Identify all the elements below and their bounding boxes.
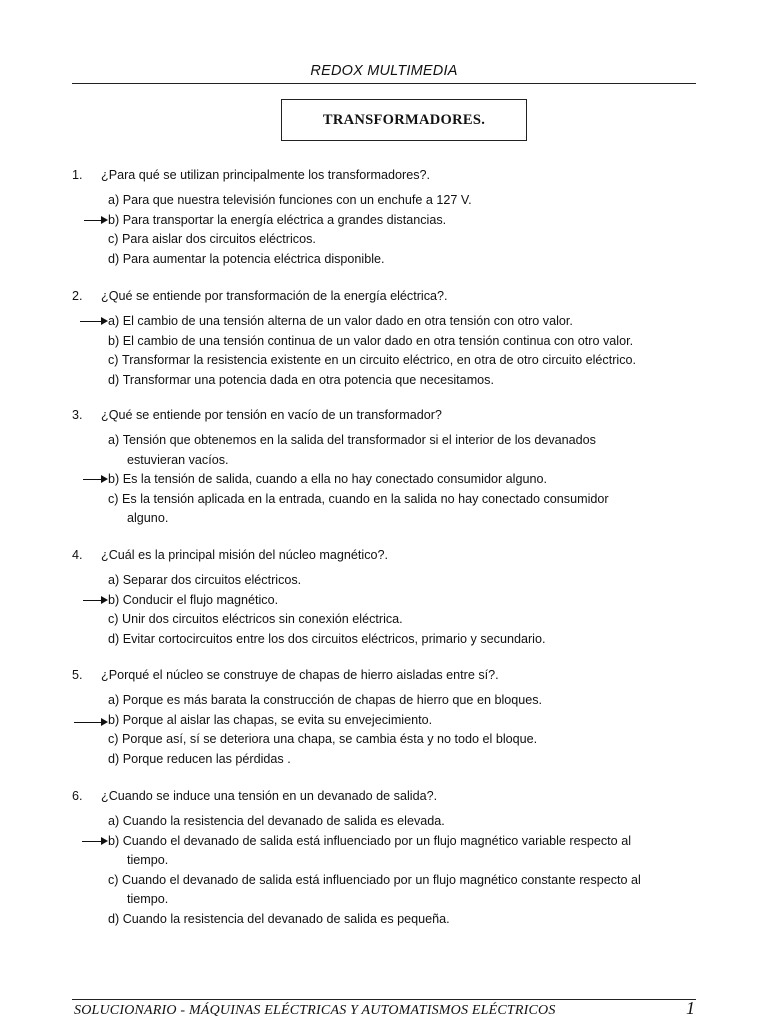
option-c [108,871,696,910]
option-letter: d) [108,372,120,387]
option-text-continued: alguno. [127,511,169,525]
option-text: Tensión que obtenemos en la salida del transformador si el interior de los devanados [122,433,596,447]
option-d [108,910,696,930]
option-text: Porque es más barata la construcción de chapas de hierro que en bloques. [122,693,543,707]
option-text: Para aumentar la potencia eléctrica disponible. [122,251,385,266]
option-letter: b) [108,472,120,486]
option-letter: b) [108,212,120,227]
question-number: 5. [72,668,83,682]
option-letter: c) [108,612,119,626]
option-letter: a) [108,314,120,328]
option-a [108,691,696,711]
option-letter: b) [108,592,120,607]
option-text: Cuando la resistencia del devanado de salida es elevada. [122,814,445,828]
document-title-box [281,99,527,141]
option-c [108,230,696,250]
option-b [108,211,696,231]
document-title: TRANSFORMADORES. [322,111,486,128]
option-text: Conducir el flujo magnético. [122,592,279,607]
option-letter: a) [108,693,120,707]
option-letter: a) [108,573,120,587]
answer-arrow-icon [74,722,106,723]
option-text: Transformar la resistencia existente en un circuito eléctrico, en otra de otro circuito eléctrico. [122,353,637,367]
option-c [108,490,696,529]
option-c [108,730,696,750]
question-text: ¿Qué se entiende por transformación de la energía eléctrica?. [101,289,448,303]
option-b [108,591,696,611]
options-list [108,191,696,269]
option-b [108,711,696,731]
option-text: Unir dos circuitos eléctricos sin conexión eléctrica. [122,612,403,626]
options-list [108,312,696,390]
option-letter: a) [108,433,120,447]
option-c [108,610,696,630]
option-text: Para que nuestra televisión funciones con un enchufe a 127 V. [122,193,472,207]
option-text-continued: tiempo. [127,853,169,867]
option-letter: d) [108,631,120,646]
option-text: Evitar cortocircuitos entre los dos circuitos eléctricos, primario y secundario. [122,631,546,646]
footer-rule [72,999,696,1000]
option-text: Es la tensión de salida, cuando a ella no hay conectado consumidor alguno. [122,472,547,486]
option-letter: d) [108,911,120,926]
option-letter: c) [108,732,119,746]
option-text: Porque reducen las pérdidas . [122,751,291,766]
option-a [108,191,696,211]
question-text: ¿Qué se entiende por tensión en vacío de un transformador? [101,408,442,422]
options-list [108,431,696,529]
footer-title: SOLUCIONARIO - MÁQUINAS ELÉCTRICAS Y AUTOMATISMOS ELÉCTRICOS [74,1003,556,1018]
options-list [108,691,696,769]
question-number: 6. [72,789,83,803]
option-text-continued: tiempo. [127,892,169,906]
option-letter: b) [108,833,120,848]
option-a [108,312,696,332]
option-letter: c) [108,872,119,887]
option-letter: b) [108,712,120,727]
option-letter: d) [108,251,120,266]
option-text: Porque al aislar las chapas, se evita su envejecimiento. [122,712,433,727]
option-text: Para aislar dos circuitos eléctricos. [122,232,316,246]
option-letter: c) [108,232,119,246]
question-number: 3. [72,408,83,422]
option-text: El cambio de una tensión alterna de un valor dado en otra tensión con otro valor. [122,314,573,328]
header-rule [72,83,696,84]
answer-arrow-icon [83,479,106,480]
question-text: ¿Para qué se utilizan principalmente los transformadores?. [101,168,430,182]
option-letter: c) [108,353,119,367]
option-text: Separar dos circuitos eléctricos. [122,573,302,587]
option-text: Para transportar la energía eléctrica a grandes distancias. [122,212,447,227]
option-text: Cuando el devanado de salida está influenciado por un flujo magnético constante respecto al [122,872,641,887]
question-number: 2. [72,289,83,303]
answer-arrow-icon [80,321,106,322]
answer-arrow-icon [82,841,106,842]
option-letter: a) [108,814,120,828]
options-list [108,812,696,929]
option-letter: a) [108,193,120,207]
option-b [108,470,696,490]
question-number: 1. [72,168,83,182]
option-d [108,630,696,650]
options-list [108,571,696,649]
option-c [108,351,696,371]
option-a [108,812,696,832]
page-number: 1 [686,998,695,1018]
header-title: REDOX MULTIMEDIA [310,63,458,79]
option-text-continued: estuvieran vacíos. [127,452,229,467]
option-d [108,250,696,270]
option-b [108,332,696,352]
option-b [108,832,696,871]
option-a [108,431,696,470]
option-letter: d) [108,751,120,766]
option-text: Es la tensión aplicada en la entrada, cuando en la salida no hay conectado consumidor [122,491,609,506]
option-d [108,750,696,770]
answer-arrow-icon [83,600,106,601]
question-text: ¿Cuando se induce una tensión en un devanado de salida?. [101,789,438,803]
option-text: Cuando el devanado de salida está influenciado por un flujo magnético variable respecto al [122,833,631,848]
question-text: ¿Porqué el núcleo se construye de chapas de hierro aisladas entre sí?. [101,668,499,682]
option-letter: b) [108,333,120,348]
option-text: El cambio de una tensión continua de un valor dado en otra tensión continua con otro valor. [122,333,634,348]
option-letter: c) [108,491,119,506]
option-a [108,571,696,591]
option-text: Transformar una potencia dada en otra potencia que necesitamos. [122,372,494,387]
option-text: Cuando la resistencia del devanado de salida es pequeña. [122,911,450,926]
question-number: 4. [72,548,83,562]
option-text: Porque así, sí se deteriora una chapa, se cambia ésta y no todo el bloque. [122,732,538,746]
question-text: ¿Cuál es la principal misión del núcleo magnético?. [101,548,389,562]
answer-arrow-icon [84,220,106,221]
option-d [108,371,696,391]
